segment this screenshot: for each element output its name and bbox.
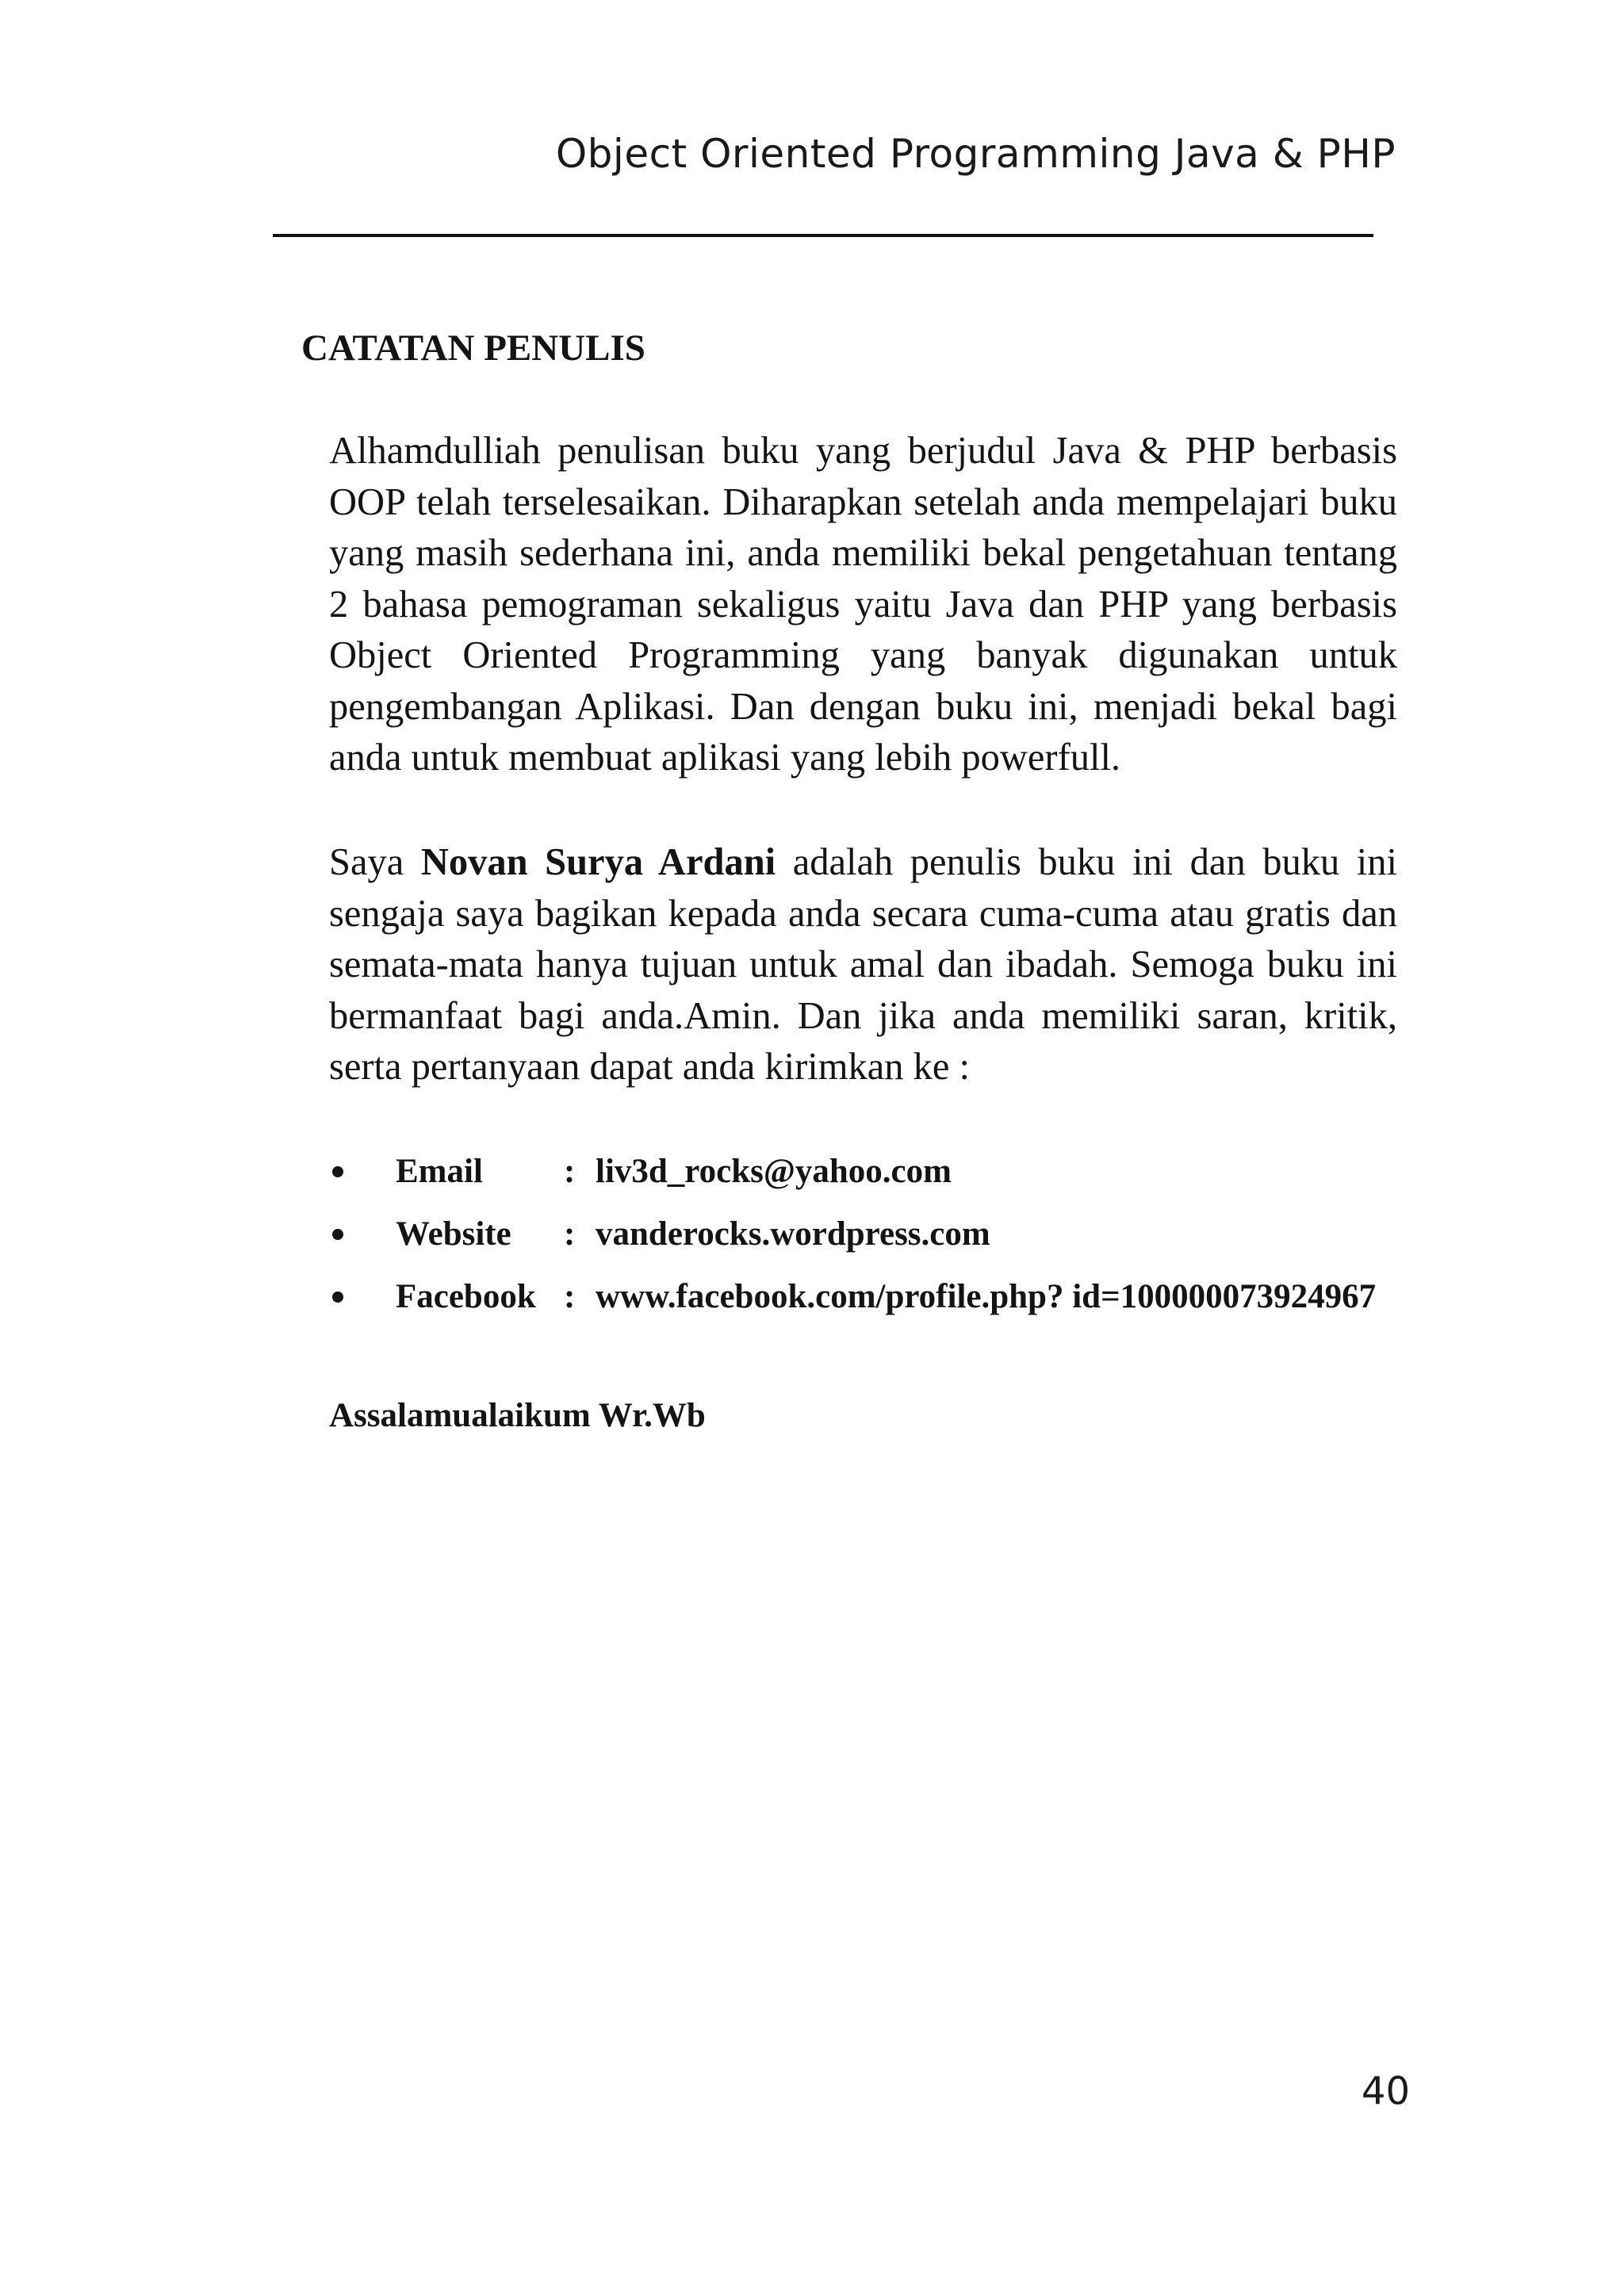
contact-item-email (329, 1140, 1376, 1203)
contact-label: Email (396, 1153, 483, 1190)
contact-value-website: vanderocks.wordpress.com (596, 1215, 990, 1253)
contact-item-website (329, 1203, 1376, 1265)
contact-value-email: liv3d_rocks@yahoo.com (596, 1153, 952, 1190)
closing-greeting: Assalamualaikum Wr.Wb (329, 1397, 706, 1434)
author-rest: adalah penulis buku ini dan buku ini sengaja saya bagikan kepada anda secara cuma-cuma atau gratis dan semata-mata hanya tujuan untuk amal dan ibadah. Semoga buku ini bermanfaat bagi anda.Amin. Dan jika anda memiliki saran, kritik, serta pertanyaan dapat anda kirimkan ke : (329, 841, 1397, 1088)
header-rule (273, 234, 1373, 237)
contact-label: Facebook (396, 1278, 536, 1315)
paragraph-intro: Alhamdulliah penulisan buku yang berjudul Java & PHP berbasis OOP telah terselesaikan. Diharapkan setelah anda mempelajari buku yang masih sederhana ini, anda memiliki bekal pengetahuan tentang 2 bahasa pemograman sekaligus yaitu Java dan PHP yang berbasis Object Oriented Programming yang banyak digunakan untuk pengembangan Aplikasi. Dan dengan buku ini, menjadi bekal bagi anda untuk membuat aplikasi yang lebih powerfull. (329, 430, 1397, 779)
bullet-icon (332, 1292, 343, 1303)
contact-label: Website (396, 1215, 511, 1253)
contact-separator: : (564, 1153, 576, 1190)
contact-item-facebook (329, 1265, 1376, 1328)
author-name: Novan Surya Ardani (420, 841, 776, 883)
author-prefix: Saya (329, 841, 421, 883)
contact-separator: : (564, 1215, 576, 1253)
page-number: 40 (1361, 2069, 1410, 2114)
contact-separator: : (564, 1278, 576, 1315)
section-title: CATATAN PENULIS (301, 327, 645, 369)
running-header-title: Object Oriented Programming Java & PHP (555, 131, 1396, 177)
contact-list (329, 1140, 1376, 1328)
contact-value-facebook: www.facebook.com/profile.php? id=100000073924967 (596, 1278, 1377, 1315)
paragraph-author (329, 837, 1397, 1093)
bullet-icon (332, 1229, 343, 1240)
bullet-icon (332, 1166, 343, 1177)
